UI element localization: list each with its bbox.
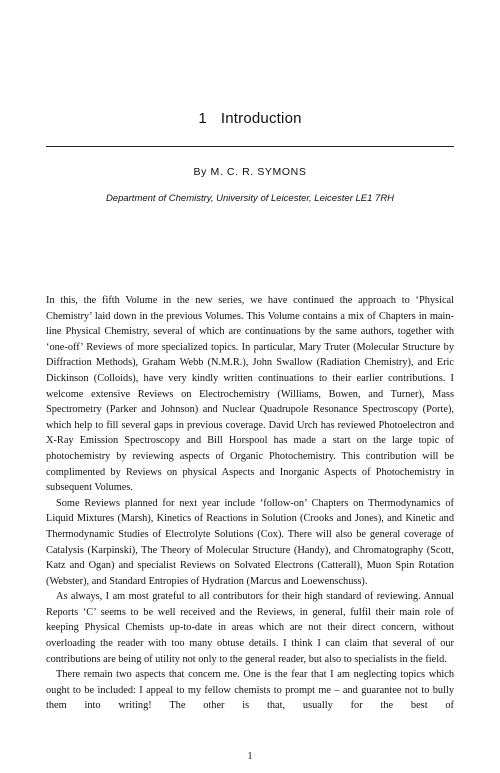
- paragraph: In this, the fifth Volume in the new series, we have continued the approach to ‘Physical Chemistry’ laid down in the previous Volumes. This Volume contains a mix of Chapters in main-line Physical Chemistry, several of which are continuations by the same authors, together with ‘one-off’ Reviews of more specialized topics. In particular, Mary Truter (Molecular Structure by Diffraction Methods), Graham Webb (N.M.R.), John Swallow (Radiation Chemistry), and Eric Dickinson (Colloids), have very kindly written continuations to their earlier contributions. I welcome extensive Reviews on Electrochemistry (Williams, Bowen, and Turner), Mass Spectrometry (Parker and Johnson) and Nuclear Quadrupole Resonance Spectroscopy (Porte), which help to fill several gaps in previous coverage. David Urch has reviewed Photoelectron and X-Ray Emission Spectroscopy and Bill Horspool has made a start on the large topic of photochemistry by reviewing aspects of Organic Photochemistry. This contribution will be complimented by Reviews on physical Aspects and Inorganic Aspects of Photochemistry in subsequent Volumes.: [46, 295, 454, 494]
- author-line: By M. C. R. SYMONS: [193, 166, 307, 178]
- chapter-number: 1: [198, 110, 207, 127]
- chapter-heading: [0, 110, 500, 127]
- body-text: [46, 293, 454, 714]
- heading-rule: [46, 146, 454, 147]
- chapter-title: Introduction: [220, 110, 302, 127]
- paragraph: Some Reviews planned for next year include ‘follow-on’ Chapters on Thermodynamics of Liquid Mixtures (Marsh), Kinetics of Reactions in Solution (Crooks and Jones), and Kinetic and Thermodynamic Studies of Electrolyte Solutions (Cox). There will also be general coverage of Catalysis (Karpinski), The Theory of Molecular Structure (Handy), and Chromatography (Scott, Katz and Ogan) and specialist Reviews on Solvated Electrons (Catterall), Muon Spin Rotation (Webster), and Standard Entropies of Hydration (Marcus and Loewenschuss).: [46, 497, 454, 587]
- affiliation-line: Department of Chemistry, University of Leicester, Leicester LE1 7RH: [105, 193, 395, 204]
- paragraph: There remain two aspects that concern me. One is the fear that I am neglecting topics which ought to be included: I appeal to my fellow chemists to prompt me – and guarantee not to bully them into writing! The other is that, usually for the best of: [46, 669, 454, 712]
- page-number: 1: [247, 751, 253, 762]
- paragraph: As always, I am most grateful to all contributors for their high standard of reviewing. Annual Reports ‘C’ seems to be well received and the Reviews, in general, fulfil their main role of keeping Physical Chemists up-to-date in areas which are not their direct concern, without overloading the reader with too many obtuse details. I think I can claim that several of our contributions are being of utility not only to the general reader, but also to specialists in the field.: [46, 591, 454, 665]
